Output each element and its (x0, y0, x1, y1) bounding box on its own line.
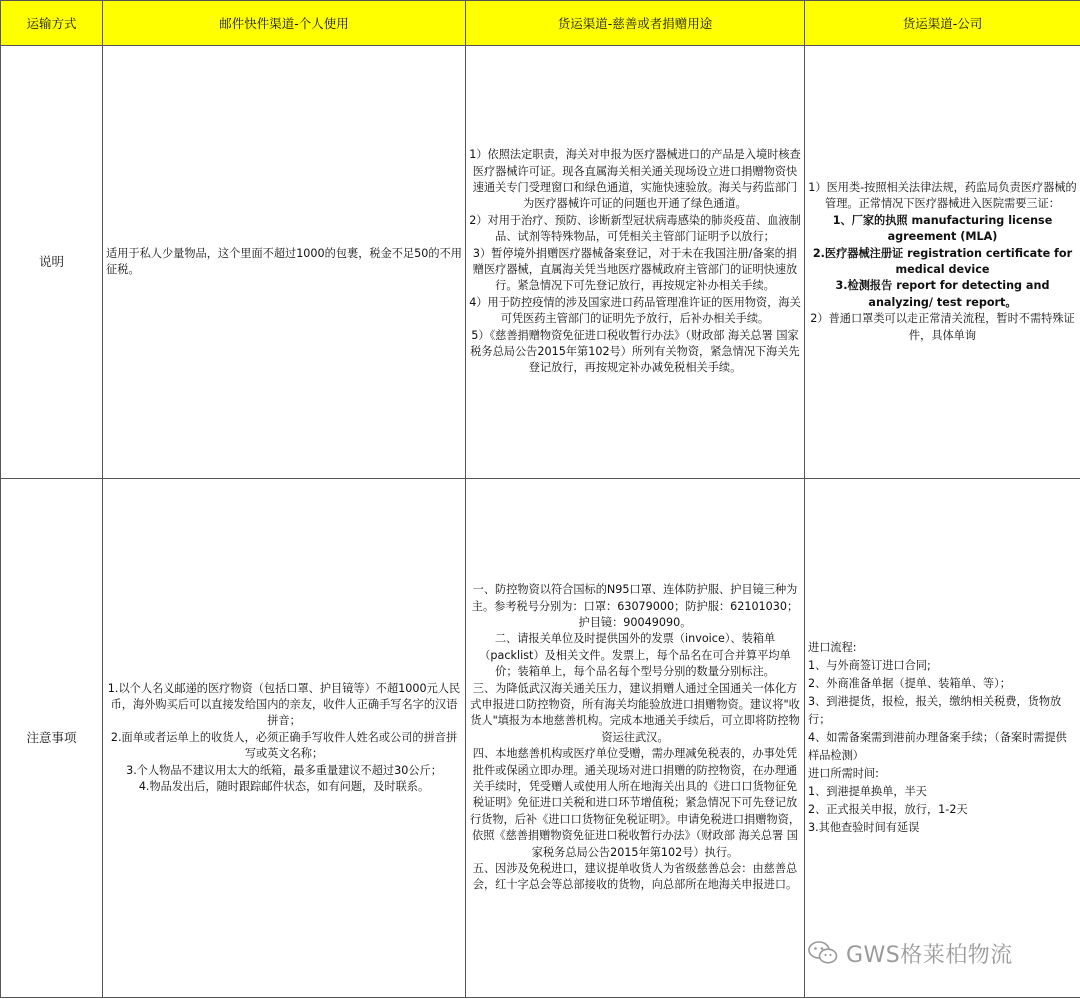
header-transport-mode: 运输方式 (1, 1, 103, 46)
explain-company-5: 2）普通口罩类可以走正常清关流程，暂时不需特殊证件，具体单询 (810, 312, 1075, 342)
explain-personal-text: 适用于私人少量物品，这个里面不超过1000的包裹，税金不足50的不用征税。 (106, 246, 462, 276)
notes-company-6: 进口所需时间: (808, 767, 879, 780)
row-label-notes: 注意事项 (1, 479, 103, 998)
notes-charity-3: 三、为降低武汉海关通关压力，建议捐赠人通过全国通关一体化方式申报进口防控物资，所有海关均能验放进口捐赠物资。建议将"收货人"填报为本地慈善机构。完成本地通关手续后，可立即将防控物资运往武汉。 (470, 681, 800, 744)
explain-company-2: 1、厂家的执照 manufacturing license agreement (MLA) (832, 213, 1053, 244)
explain-company-1: 1）医用类-按照相关法律法规，药监局负责医疗器械的管理。正常情况下医疗器械进入医院需要三证： (808, 180, 1077, 211)
notes-personal-cell (103, 479, 466, 998)
notes-company-7: 1、到港提单换单，半天 (808, 785, 927, 798)
notes-row (1, 479, 1080, 998)
explain-charity-cell (466, 46, 805, 479)
watermark (808, 935, 1070, 971)
explain-charity-1: 1）依照法定职责，海关对申报为医疗器械进口的产品是入境时核查医疗器械许可证。现各直属海关相关通关现场设立进口捐赠物资快速通关专门受理窗口和绿色通道，实施快速验放。海关与药监部门为医疗器械许可证的问题也开通了绿色通道。 (469, 148, 801, 211)
wechat-icon (808, 940, 838, 966)
row-label-explain: 说明 (1, 46, 103, 479)
notes-company-4: 3、到港提货，报检，报关，缴纳相关税费，货物放行； (808, 695, 1062, 726)
explain-company-4: 3.检测报告 report for detecting and analyzing/ test report。 (835, 279, 1050, 309)
explain-company-cell (805, 46, 1080, 479)
notes-charity-1: 一、防控物资以符合国标的N95口罩、连体防护服、护目镜三种为主。参考税号分别为：口罩：63079000；防护服：62101030；护目镜：90049090。 (471, 583, 799, 629)
explain-charity-2: 2）对用于治疗、预防、诊断新型冠状病毒感染的肺炎疫苗、血液制品、试剂等特殊物品，可凭相关主管部门证明予以放行； (469, 213, 801, 244)
notes-company-cell (805, 479, 1080, 998)
header-company-channel: 货运渠道-公司 (805, 1, 1080, 46)
notes-company-8: 2、正式报关申报，放行，1-2天 (808, 803, 968, 816)
notes-company-2: 1、与外商签订进口合同; (808, 659, 931, 672)
explain-charity-4: 4）用于防控疫情的涉及国家进口药品管理准许证的医用物资，海关可凭医药主管部门的证明先予放行，后补办相关手续。 (469, 295, 801, 326)
notes-company-3: 2、外商准备单据（提单、装箱单、等）； (808, 677, 1011, 690)
notes-charity-2: 二、请报关单位及时提供国外的发票（invoice）、装箱单（packlist）及相关文件。发票上，每个品名在可合并算平均单价；装箱单上，每个品名每个型号分别的数量分别标注。 (479, 632, 791, 679)
notes-company-9: 3.其他查验时间有延误 (808, 821, 920, 834)
explain-company-3: 2.医疗器械注册证 registration certificate for medical device (812, 246, 1073, 276)
notes-personal-4: 4.物品发出后，随时跟踪邮件状态，如有问题，及时联系。 (138, 780, 430, 794)
header-personal-channel: 邮件快件渠道-个人使用 (103, 1, 466, 46)
explain-charity-5: 5）《慈善捐赠物资免征进口税收暂行办法》（财政部 海关总署 国家税务总局公告2015年第102号）所列有关物资，紧急情况下海关先登记放行，再按规定补办减免税相关手续。 (470, 328, 800, 375)
notes-company-5: 4、如需备案需到港前办理备案手续；（备案时需提供样品检测） (808, 731, 1067, 762)
explain-personal-cell (103, 46, 466, 479)
header-row (1, 1, 1080, 46)
notes-personal-1: 1.以个人名义邮递的医疗物资（包括口罩、护目镜等）不超1000元人民币，海外购买后可以直接发给国内的亲友，收件人正确手写名字的汉语拼音； (107, 681, 461, 728)
header-charity-channel: 货运渠道-慈善或者捐赠用途 (466, 1, 805, 46)
notes-charity-4: 四、本地慈善机构或医疗单位受赠，需办理减免税表的，办事处凭批件或保函立即办理。通关现场对进口捐赠的防控物资，在办理通关手续时，凭受赠人或使用人所在地海关出具的《进口口货物征免税证明》免征进口关税和进口环节增值税；紧急情况下可先登记放行货物，后补《进口口货物征免税证明》。申请免税进口捐赠物资，依照《慈善捐赠物资免征进口税收暂行办法》（财政部 海关总署 国家税务总局公告2015年第102号）执行。 (469, 747, 801, 859)
notes-charity-cell (466, 479, 805, 998)
notes-company-1: 进口流程: (808, 641, 857, 654)
notes-charity-5: 五、因涉及免税进口，建议提单收货人为省级慈善总会：由慈善总会，红十字总会等总部接收的货物，向总部所在地海关申报进口。 (472, 862, 798, 892)
explain-charity-3: 3）暂停境外捐赠医疗器械备案登记，对于未在我国注册/备案的捐赠医疗器械，直属海关凭当地医疗器械政府主管部门的证明快速放行。紧急情况下可先登记放行，再按规定补办相关手续。 (472, 246, 798, 293)
watermark-text: GWS格莱柏物流 (846, 942, 1013, 968)
explain-row (1, 46, 1080, 479)
notes-personal-2: 2.面单或者运单上的收货人，必须正确手写收件人姓名或公司的拼音拼写或英文名称； (110, 730, 458, 761)
notes-personal-3: 3.个人物品不建议用太大的纸箱，最多重量建议不超过30公斤； (126, 763, 442, 777)
